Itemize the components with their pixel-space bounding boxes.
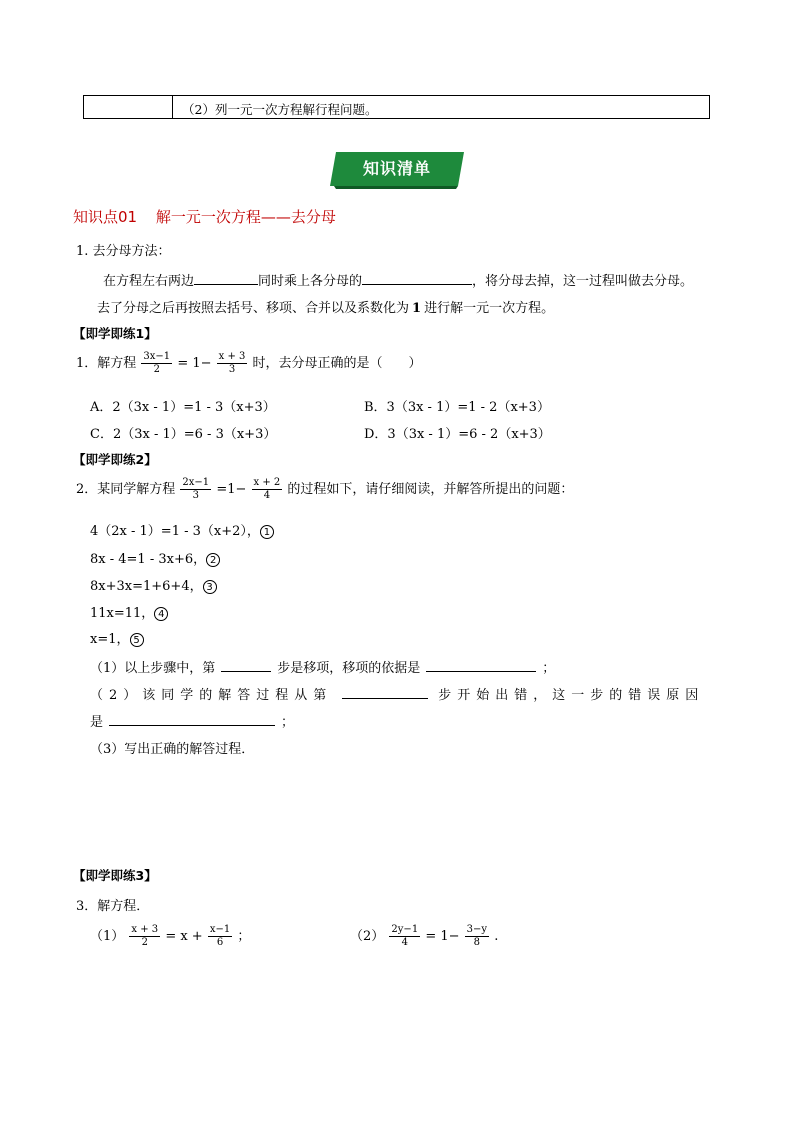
knowledge-point-heading: [73, 206, 336, 227]
blank: [362, 270, 472, 285]
fraction: $\frac{3-y}{8}$: [466, 924, 488, 948]
intro-line-1: 在方程左右两边 同时乘上各分母的 ，将分母去掉，这一过程叫做去分母。: [103, 270, 693, 289]
blank: [194, 270, 258, 285]
fraction: $\frac{x-1}{6}$: [209, 924, 231, 948]
table-cell-empty: [84, 96, 173, 118]
circled-number: 1: [260, 525, 274, 539]
fraction: $\frac{x + 2}{4}$: [253, 477, 281, 501]
fraction: $\frac{x + 3}{2}$: [131, 924, 159, 948]
circled-number: 5: [130, 633, 144, 647]
intro-line-2: 去了分母之后再按照去括号、移项、合并以及系数化为 1 进行解一元一次方程。: [97, 301, 555, 316]
fraction: $\frac{3x-1}{2}$: [143, 351, 171, 375]
circled-number: 3: [203, 580, 217, 594]
fraction: $\frac{2x-1}{3}$: [182, 477, 210, 501]
exercise-2-stem: 2．某同学解方程 $\frac{2x-1}{3}$ =1− $\frac{x + 2}{4}$ 的过程如下，请仔细阅读，并解答所提出的问题：: [76, 477, 574, 501]
exercise-2-header: 【即学即练2】: [73, 452, 157, 467]
option-b: B．3（3x - 1）=1 - 2（x+3）: [364, 400, 550, 415]
blank: [109, 711, 275, 726]
circled-number: 4: [154, 607, 168, 621]
circled-number: 2: [206, 553, 220, 567]
banner-title: 知识清单: [362, 159, 431, 178]
step-1: 4（2x - 1）=1 - 3（x+2）， 1: [90, 520, 274, 539]
exercise-3-stem: 3．解方程．: [76, 899, 150, 914]
step-5: x=1， 5: [90, 628, 144, 647]
step-2: 8x - 4=1 - 3x+6， 2: [90, 548, 220, 567]
step-3: 8x+3x=1+6+4， 3: [90, 575, 217, 594]
question-2: （2）该同学的解答过程从第 步开始出错，这一步的错误原因: [90, 684, 704, 703]
exercise-3-header: 【即学即练3】: [73, 868, 157, 883]
step-4: 11x=11， 4: [90, 602, 168, 621]
fraction: $\frac{2y-1}{4}$: [391, 924, 419, 948]
table-cell-text: （2）列一元一次方程解行程问题。: [182, 102, 378, 117]
blank: [426, 657, 536, 672]
continuation-table: [83, 95, 710, 119]
question-2-cont: 是 ；: [90, 711, 294, 730]
exercise-1-stem: 1．解方程 $\frac{3x-1}{2}$ = 1− $\frac{x + 3}{3}$ 时，去分母正确的是（ ）: [76, 351, 422, 375]
knowledge-point-label: 知识点01: [73, 208, 138, 226]
question-3: （3）写出正确的解答过程．: [90, 742, 255, 757]
option-a: A．2（3x - 1）=1 - 3（x+3）: [90, 400, 276, 415]
intro-title: 1. 去分母方法：: [76, 244, 171, 259]
blank: [221, 657, 271, 672]
option-d: D．3（3x - 1）=6 - 2（x+3）: [364, 427, 551, 442]
question-1: （1）以上步骤中，第 步是移项，移项的依据是 ；: [90, 657, 555, 676]
option-c: C．2（3x - 1）=6 - 3（x+3）: [90, 427, 277, 442]
equation-1: （1） $\frac{x + 3}{2}$ = x + $\frac{x-1}{6}$ ；: [90, 924, 251, 948]
equation-2: （2） $\frac{2y-1}{4}$ = 1− $\frac{3-y}{8}$ .: [350, 924, 499, 948]
blank: [342, 684, 428, 699]
knowledge-point-title: 解一元一次方程——去分母: [155, 208, 336, 226]
exercise-1-header: 【即学即练1】: [73, 326, 157, 341]
fraction: $\frac{x + 3}{3}$: [218, 351, 246, 375]
